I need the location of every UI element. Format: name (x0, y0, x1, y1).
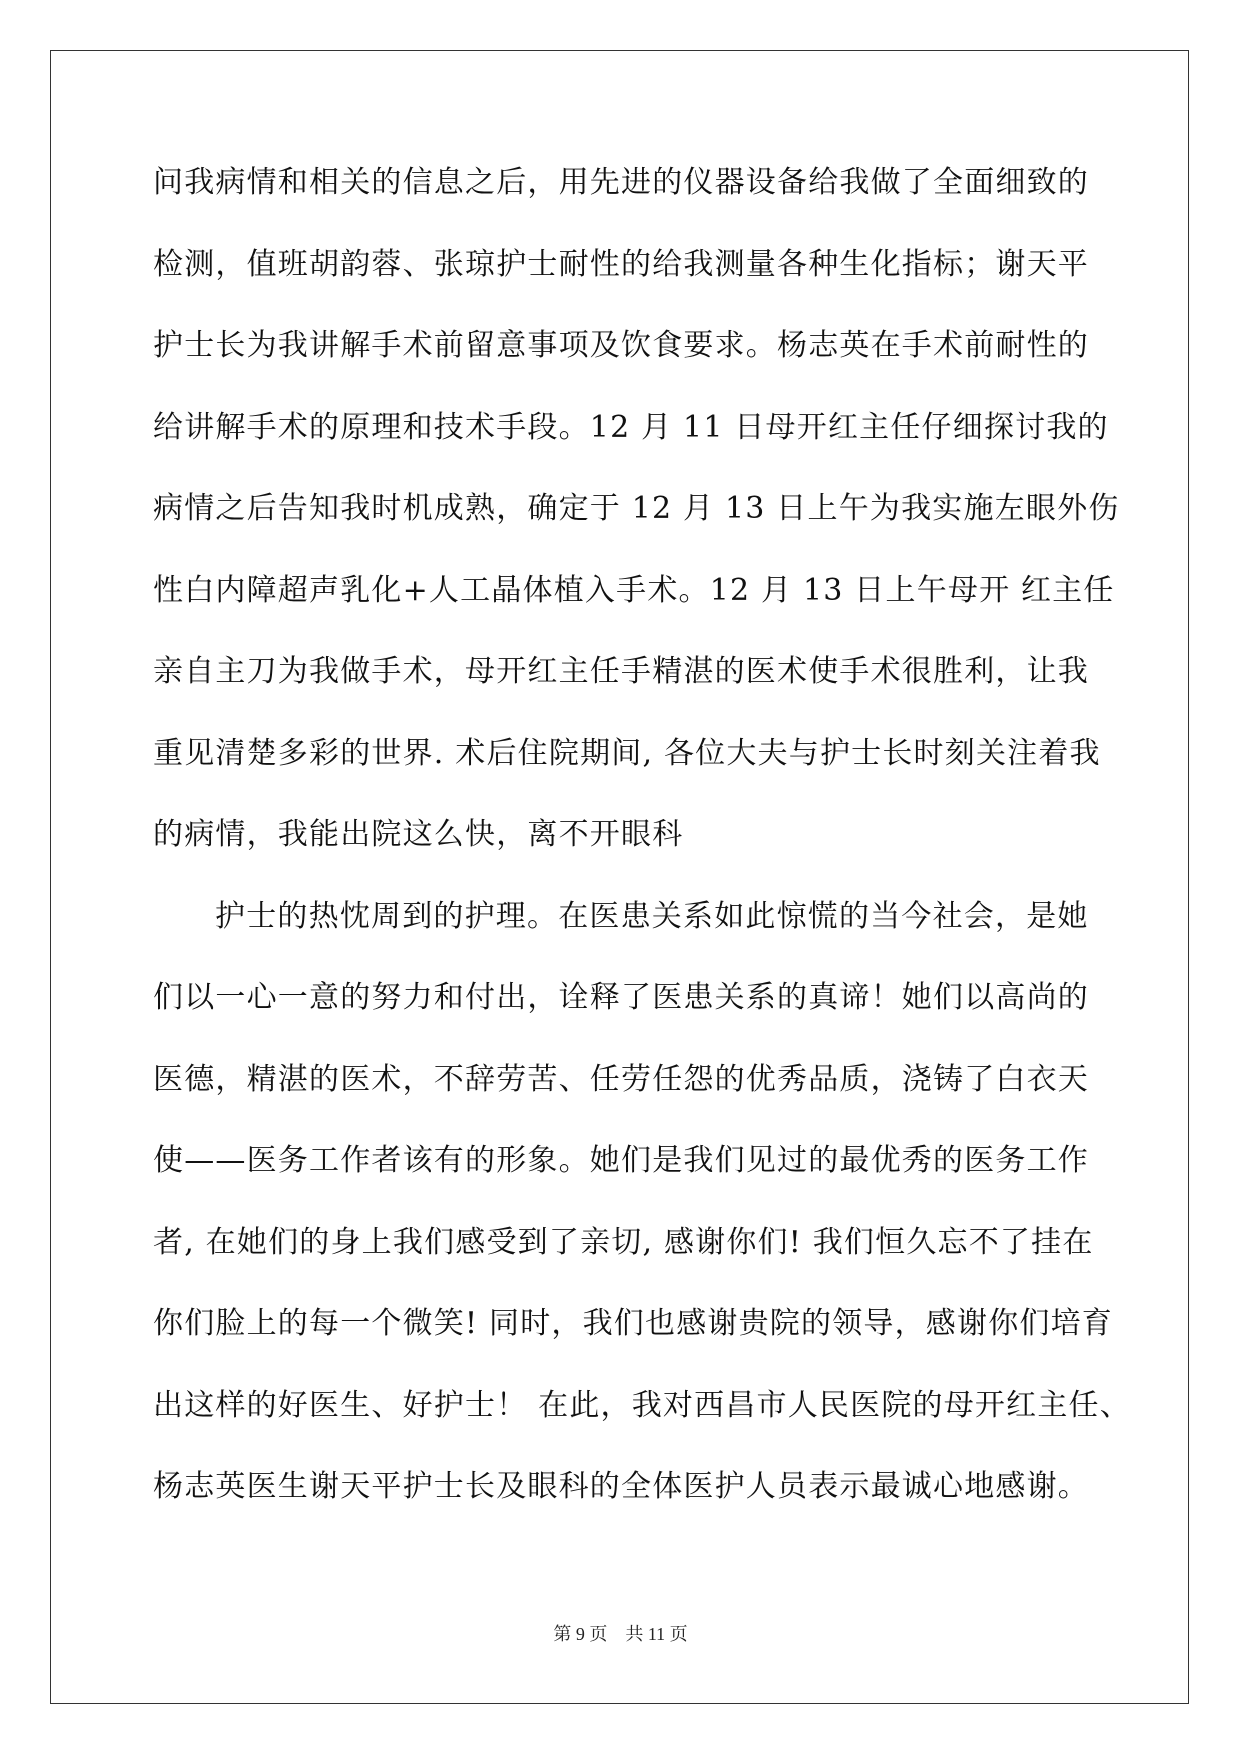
text-line: 问我病情和相关的信息之后，用先进的仪器设备给我做了全面细致的 (153, 165, 1089, 200)
document-body (153, 163, 1131, 1549)
text-line: 亲自主刀为我做手术，母开红主任手精湛的医术使手术很胜利，让我 (153, 654, 1089, 689)
text-line: 给讲解手术的原理和技术手段。12 月 11 日母开红主任仔细探讨我的 (153, 409, 1109, 445)
text-line: 们以一心一意的努力和付出，诠释了医患关系的真谛！她们以高尚的 (153, 980, 1089, 1015)
text-line: 病情之后告知我时机成熟，确定于 12 月 13 日上午为我实施左眼外伤 (153, 491, 1120, 526)
text-line: 护士长为我讲解手术前留意事项及饮食要求。杨志英在手术前耐性的 (153, 328, 1089, 363)
text-line: 重见清楚多彩的世界. 术后住院期间, 各位大夫与护士长时刻关注着我 (153, 735, 1101, 771)
text-line: 使——医务工作者该有的形象。她们是我们见过的最优秀的医务工作 (153, 1143, 1089, 1178)
text-line: 你们脸上的每一个微笑! 同时，我们也感谢贵院的领导，感谢你们培育 (153, 1306, 1113, 1341)
page-number: 第 9 页 (553, 1624, 608, 1644)
text-line: 的病情，我能出院这么快，离不开眼科 (153, 817, 684, 852)
paragraph-start-line: 护士的热忱周到的护理。在医患关系如此惊慌的当今社会，是她 (215, 898, 1089, 934)
total-pages: 共 11 页 (625, 1624, 688, 1644)
text-line: 检测，值班胡韵蓉、张琼护士耐性的给我测量各种生化指标；谢天平 (153, 246, 1089, 282)
text-line: 杨志英医生谢天平护士长及眼科的全体医护人员表示最诚心地感谢。 (153, 1469, 1089, 1504)
text-line: 医德，精湛的医术，不辞劳苦、任劳任怨的优秀品质，浇铸了白衣天 (153, 1061, 1089, 1097)
text-line: 者, 在她们的身上我们感受到了亲切, 感谢你们! 我们恒久忘不了挂在 (153, 1224, 1094, 1260)
page-footer (0, 1620, 1241, 1646)
text-line: 出这样的好医生、好护士！ 在此，我对西昌市人民医院的母开红主任、 (153, 1387, 1131, 1423)
text-line: 性白内障超声乳化+人工晶体植入手术。12 月 13 日上午母开 红主任 (153, 572, 1115, 608)
